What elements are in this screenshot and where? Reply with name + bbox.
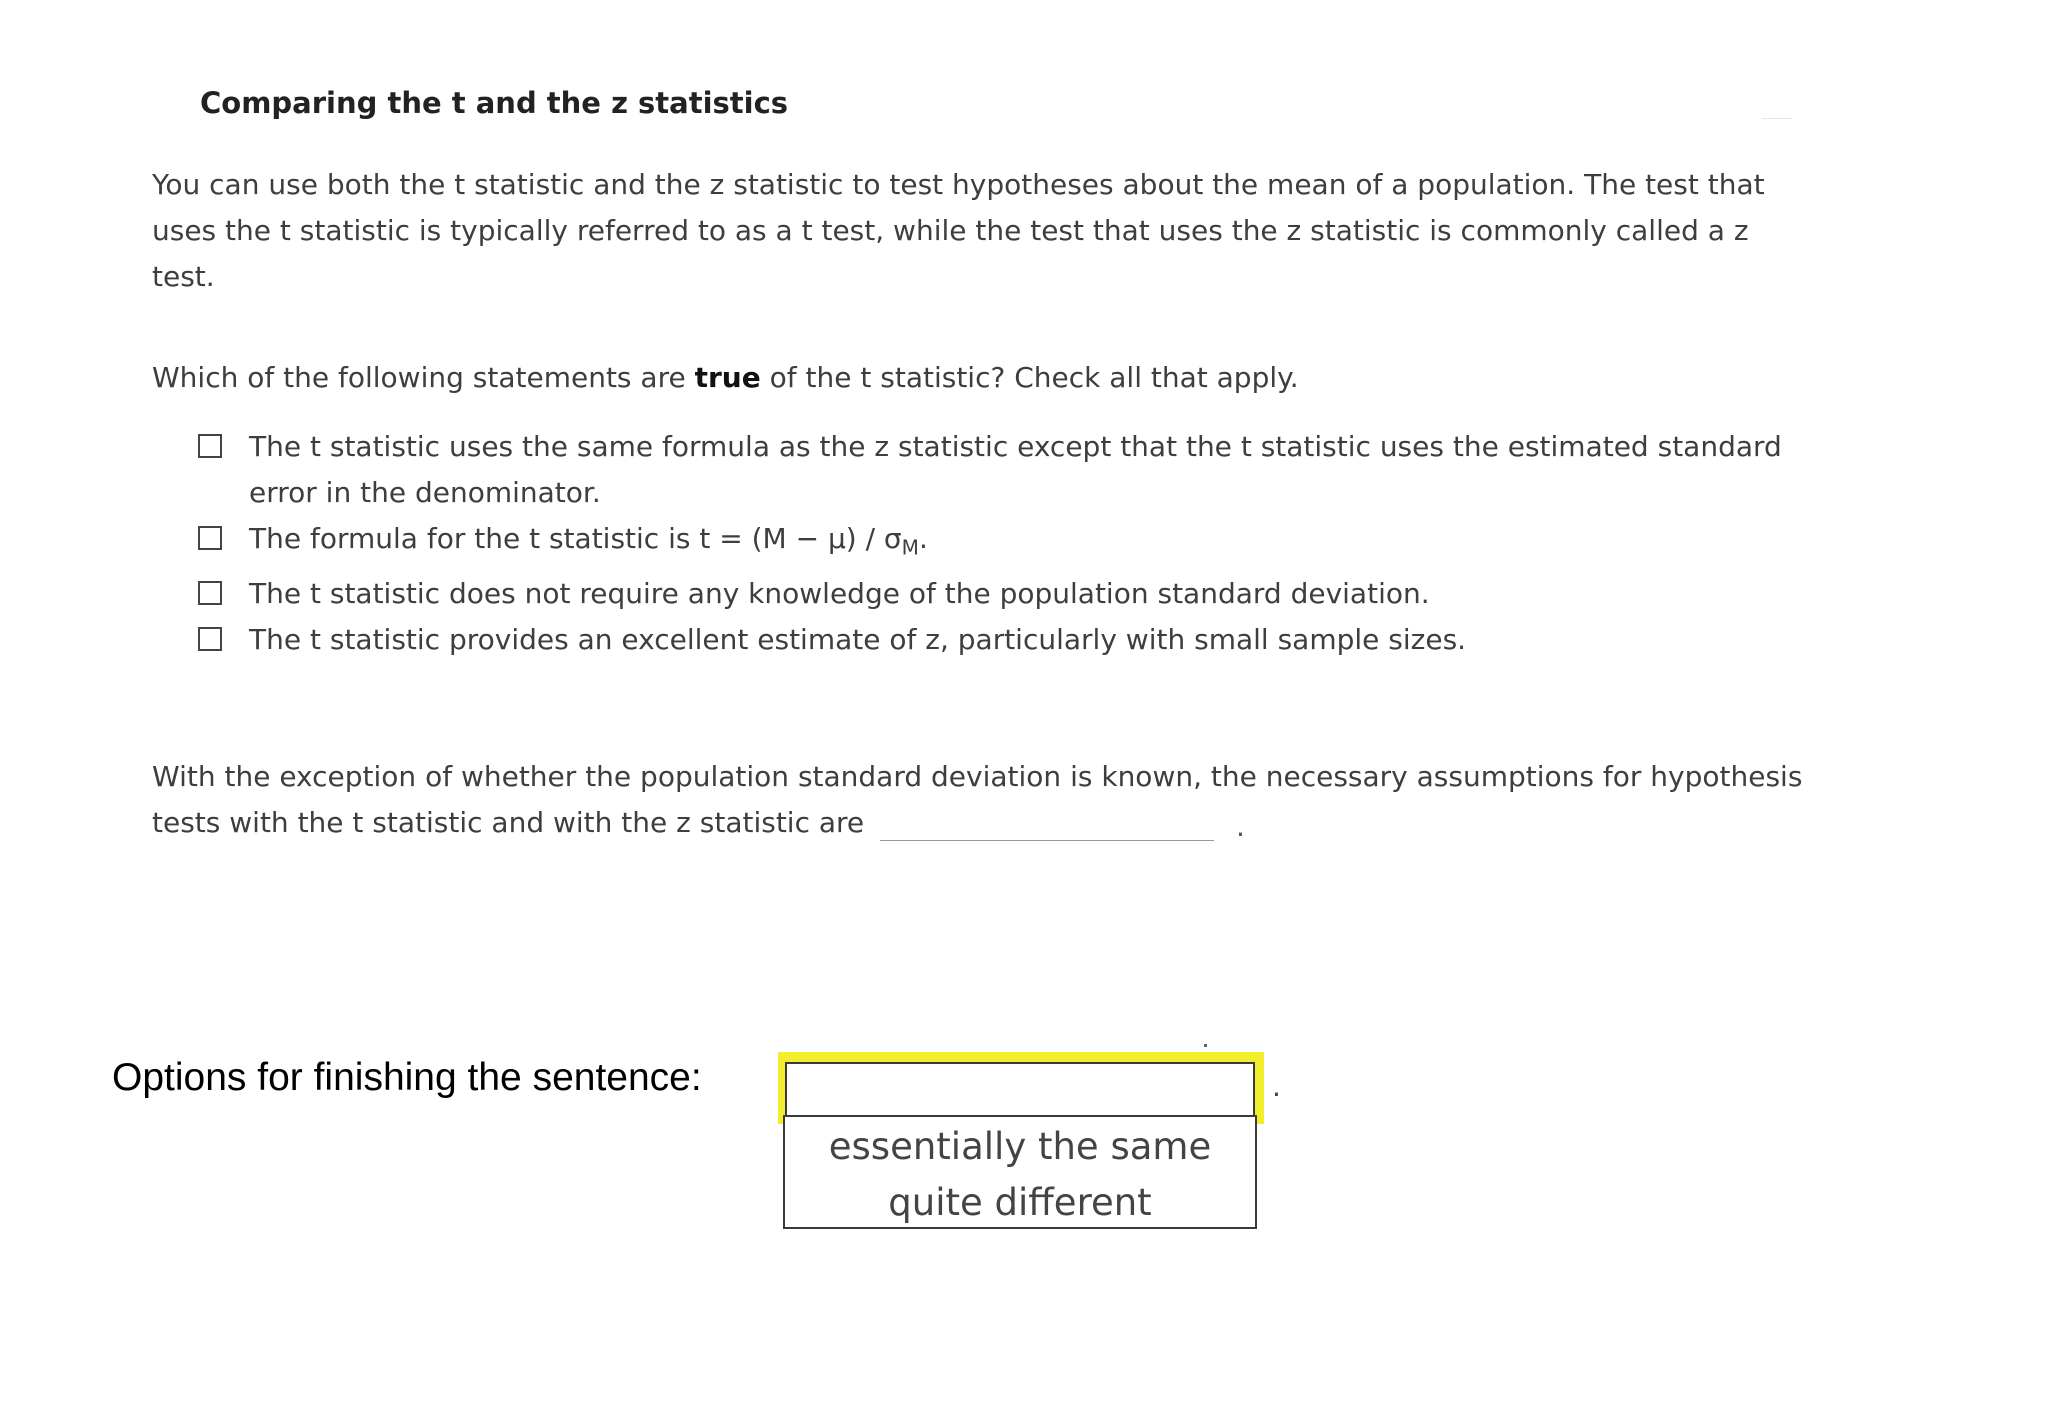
divider: [1762, 118, 1792, 119]
option-label: The t statistic does not require any knowledge of the population standard deviation.: [249, 576, 1430, 610]
question-text-after: of the t statistic? Check all that apply.: [760, 361, 1299, 394]
checkbox-options-list: [196, 424, 1796, 663]
option-label: The t statistic uses the same formula as the z statistic except that the t statistic uses the estimated standard error in the denominator.: [249, 430, 1782, 509]
option-label-suffix: .: [918, 522, 928, 555]
checkbox[interactable]: [198, 434, 222, 458]
question-emphasis: true: [694, 361, 761, 394]
tick-mark: [1204, 1044, 1207, 1047]
dropdown-option-essentially-the-same[interactable]: essentially the same: [828, 1125, 1212, 1168]
question-text-before: Which of the following statements are: [152, 361, 695, 394]
option-label-subscript: M: [901, 535, 919, 560]
dropdown-period: .: [1272, 1070, 1281, 1103]
answer-blank[interactable]: [880, 840, 1214, 841]
dropdown-option-quite-different[interactable]: quite different: [888, 1181, 1152, 1224]
dropdown-options-list: [783, 1115, 1257, 1229]
option-item[interactable]: [196, 571, 1796, 617]
option-label: The t statistic provides an excellent estimate of z, particularly with small sample sizes.: [249, 622, 1467, 656]
checkbox[interactable]: [198, 581, 222, 605]
option-item[interactable]: [196, 424, 1796, 516]
fill-in-sentence: With the exception of whether the population standard deviation is known, the necessary assumptions for hypothesis tests with the t statistic and with the z statistic are: [152, 760, 1803, 839]
option-label: The formula for the t statistic is t = (M − μ) / σ: [249, 522, 902, 555]
page-title: Comparing the t and the z statistics: [200, 86, 789, 120]
intro-paragraph: You can use both the t statistic and the z statistic to test hypotheses about the mean of a population. The test that uses the t statistic is typically referred to as a t test, while the test that uses the z statistic is commonly called a z test.: [152, 168, 1765, 293]
answer-dropdown[interactable]: [785, 1062, 1255, 1117]
sentence-period: .: [1236, 810, 1245, 843]
checkbox[interactable]: [198, 627, 222, 651]
option-item[interactable]: [196, 617, 1796, 663]
checkbox[interactable]: [198, 526, 222, 550]
option-item[interactable]: [196, 516, 1796, 571]
question-prompt: [152, 355, 1299, 401]
options-label: Options for finishing the sentence:: [112, 1056, 702, 1099]
